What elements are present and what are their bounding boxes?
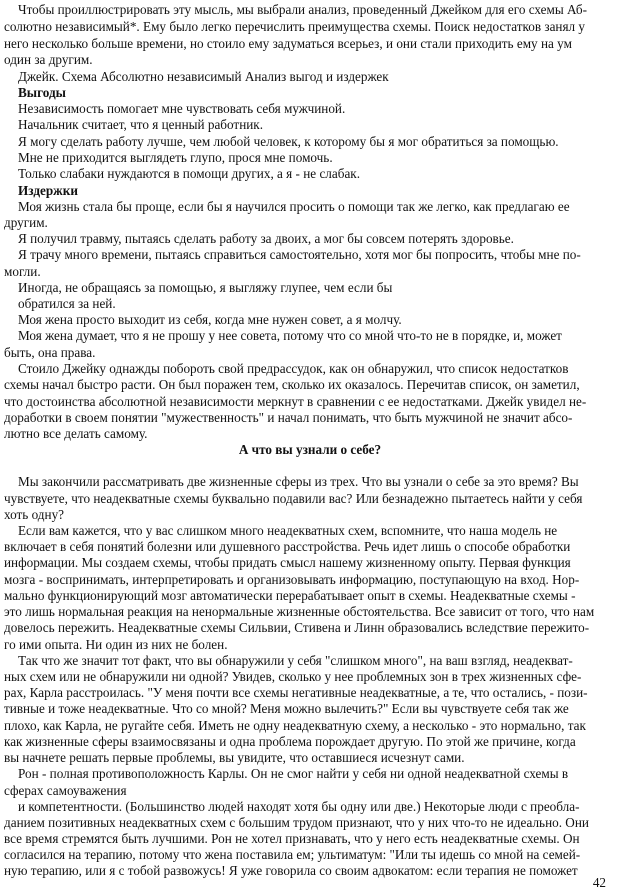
text-line: все время стремятся быть лучшими. Рон не хотел признавать, что у него есть неадекватные схемы. Он bbox=[4, 831, 580, 846]
text-line: тивные и тоже неадекватные. Что со мной? Меня можно вылечить?" Если вы чувствуете себя так же bbox=[4, 701, 569, 716]
text-line: вы начнете решать первые проблемы, вы увидите, что оставшиеся исчезнут сами. bbox=[4, 750, 465, 765]
text-line: схемы начал быстро расти. Он был поражен тем, сколько их оказалось. Перечитав список, он заметил, bbox=[4, 377, 580, 392]
text-line: ных схем или не обнаружили ни одной? Увидев, сколько у нее проблемных зон в трех жизненных сфе- bbox=[4, 669, 582, 684]
text-line: Джейк. Схема Абсолютно независимый Анализ выгод и издержек bbox=[18, 69, 389, 84]
text-line: солютно независимый*. Ему было легко перечислить преимущества схемы. Поиск недостатков занял у bbox=[4, 19, 586, 34]
text-line: лютно все делать самому. bbox=[4, 426, 148, 441]
section-heading: А что вы узнали о себе? bbox=[238, 442, 382, 457]
subheading: Выгоды bbox=[18, 85, 66, 100]
text-line: него несколько больше времени, но стоило ему задуматься всерьез, и они стали приходить ему на ум bbox=[4, 36, 572, 51]
text-line: Если вам кажется, что у вас слишком много неадекватных схем, вспомните, что наша модель не bbox=[18, 523, 558, 538]
text-line: мально функционирующий мозг автоматически перерабатывает опыт в схемы. Неадекватные схемы - bbox=[4, 588, 576, 603]
text-line: обратился за ней. bbox=[18, 296, 116, 311]
text-line: чувствуете, что неадекватные схемы буквально подавили вас? Или безнадежно пытаетесь найти у себя bbox=[4, 491, 583, 506]
text-line: Моя жена просто выходит из себя, когда мне нужен совет, а я молчу. bbox=[18, 312, 402, 327]
text-line: рах, Карла расстроилась. "У меня почти все схемы негативные неадекватные, а те, что остались, - пози- bbox=[4, 685, 588, 700]
text-line: это лишь нормальная реакция на ненормальные жизненные обстоятельства. Все зависит от того, что нам bbox=[4, 604, 595, 619]
text-line: Независимость помогает мне чувствовать себя мужчиной. bbox=[18, 101, 346, 116]
text-line: согласился на терапию, потому что жена поставила ем; ультиматум: "Или ты идешь со мной на семей- bbox=[4, 847, 581, 862]
text-line: информации. Мы создаем схемы, чтобы придать смысл нашему жизненному опыту. Первая функция bbox=[4, 555, 571, 570]
text-line: Мне не приходится выглядеть глупо, прося мне помочь. bbox=[18, 150, 333, 165]
text-line: го ими опыта. Ни один из них не болен. bbox=[4, 637, 228, 652]
text-line: и компетентности. (Большинство людей находят хотя бы одну или две.) Некоторые люди с преобла- bbox=[18, 799, 580, 814]
page-number: 42 bbox=[592, 875, 606, 890]
text-line: доработки в своем понятии "мужественность" и начал понимать, что быть мужчиной не значит абсо- bbox=[4, 410, 573, 425]
text-line: быть, она права. bbox=[4, 345, 96, 360]
text-line: другим. bbox=[4, 215, 48, 230]
text-line: могли. bbox=[4, 264, 41, 279]
text-line: Начальник считает, что я ценный работник. bbox=[18, 117, 264, 132]
text-line: Моя жена думает, что я не прошу у нее совета, потому что со мной что-то не в порядке, и, может bbox=[18, 328, 562, 343]
text-line: сферах самоуважения bbox=[4, 783, 127, 798]
text-line: Моя жизнь стала бы проще, если бы я научился просить о помощи так же легко, как предлагаю ее bbox=[18, 199, 570, 214]
text-line: хоть одну? bbox=[4, 507, 65, 522]
text-line: Только слабаки нуждаются в помощи других, а я - не слабак. bbox=[18, 166, 360, 181]
text-line: Иногда, не обращаясь за помощью, я выгляжу глупее, чем если бы bbox=[18, 280, 393, 295]
text-line: данием позитивных неадекватных схем с большим трудом признают, что у них что-то не идеально. Они bbox=[4, 815, 589, 830]
text-line: Так что же значит тот факт, что вы обнаружили у себя "слишком много", на ваш взгляд, неадекват- bbox=[18, 653, 573, 668]
subheading: Издержки bbox=[18, 183, 78, 198]
text-line: Рон - полная противоположность Карлы. Он не смог найти у себя ни одной неадекватной схемы в bbox=[18, 766, 569, 781]
text-line: ную терапию, или я с тобой развожусь! Я уже говорила со своим адвокатом: если терапия не поможет bbox=[4, 863, 578, 878]
text-line: Стоило Джейку однажды побороть свой предрассудок, как он обнаружил, что список недостатков bbox=[18, 361, 569, 376]
text-line: включает в себя понятий болезни или душевного расстройства. Речь идет лишь о способе обработки bbox=[4, 539, 571, 554]
text-line: Я могу сделать работу лучше, чем любой человек, к которому бы я мог обратиться за помощью. bbox=[18, 134, 559, 149]
text-line: Я получил травму, пытаясь сделать работу за двоих, а мог бы совсем потерять здоровье. bbox=[18, 231, 514, 246]
text-line: плохо, как Карла, не ругайте себя. Иметь не одну неадекватную схему, а несколько - это нормально, так bbox=[4, 718, 586, 733]
text-line: что достоинства абсолютной независимости меркнут в сравнении с ее недостатками. Джейк увидел не- bbox=[4, 394, 587, 409]
text-line: Я трачу много времени, пытаясь справиться самостоятельно, хотя мог бы попросить, чтобы мне по- bbox=[18, 247, 581, 262]
text-line: Чтобы проиллюстрировать эту мысль, мы выбрали анализ, проведенный Джейком для его схемы Аб- bbox=[18, 2, 587, 17]
text-line: как жизненные сферы взаимосвязаны и одна проблема порождает другую. По этой же причине, когда bbox=[4, 734, 576, 749]
text-line: мозга - воспринимать, интерпретировать и организовывать информацию, поступающую на вход. Нор- bbox=[4, 572, 580, 587]
text-line: довелось пережить. Неадекватные схемы Сильвии, Стивена и Линн образовались вследствие пережито- bbox=[4, 620, 590, 635]
text-line: один за другим. bbox=[4, 52, 93, 67]
text-line: Мы закончили рассматривать две жизненные сферы из трех. Что вы узнали о себе за это время? Вы bbox=[18, 474, 579, 489]
